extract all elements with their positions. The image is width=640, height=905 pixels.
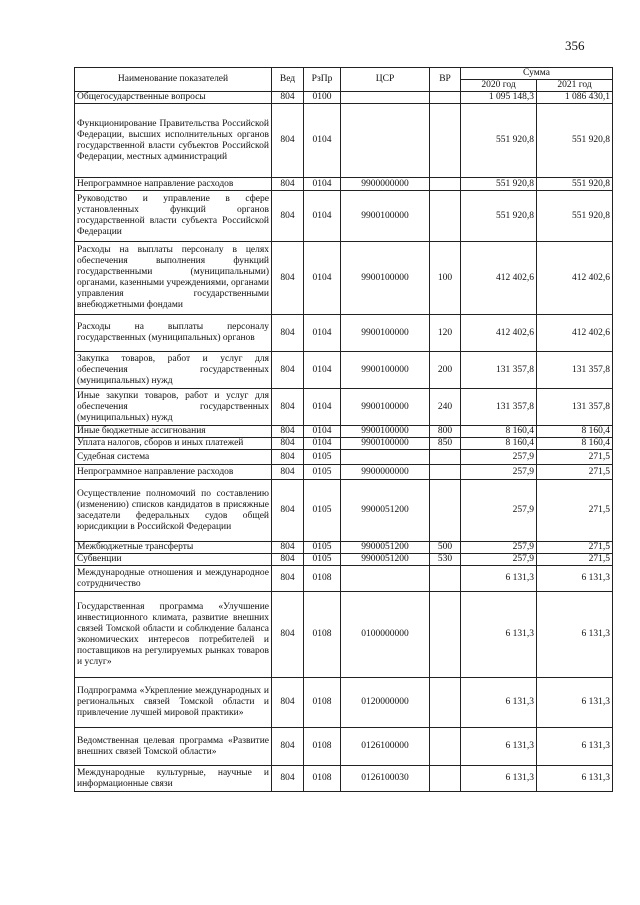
row-ved: 804 [272, 766, 304, 792]
row-2021: 6 131,3 [537, 728, 613, 766]
row-2020: 412 402,6 [461, 242, 537, 315]
table-row [75, 542, 613, 554]
table-row [75, 566, 613, 592]
row-name: Расходы на выплаты персоналу в целях обеспечения выполнения функций государственными (муниципальными) органами, казенными учреждениями, органами управления государственными внебюджетными фондами [75, 242, 272, 315]
row-name: Государственная программа «Улучшение инвестиционного климата, развитие внешних связей Томской области и соблюдение баланса экономических интересов потребителей и поставщиков на регулируемых рынках товаров и услуг» [75, 592, 272, 678]
table-row [75, 426, 613, 438]
row-2021: 8 160,4 [537, 426, 613, 438]
table-row [75, 480, 613, 542]
row-rzpr: 0105 [304, 542, 341, 554]
row-name: Иные закупки товаров, работ и услуг для обеспечения государственных (муниципальных) нужд [75, 389, 272, 426]
row-ved: 804 [272, 728, 304, 766]
row-csr: 9900100000 [341, 242, 430, 315]
table-row [75, 465, 613, 480]
row-name: Международные культурные, научные и информационные связи [75, 766, 272, 792]
row-name: Судебная система [75, 450, 272, 465]
table-row [75, 242, 613, 315]
row-2020: 6 131,3 [461, 766, 537, 792]
row-2020: 6 131,3 [461, 678, 537, 728]
row-2020: 257,9 [461, 542, 537, 554]
row-name: Непрограммное направление расходов [75, 465, 272, 480]
row-ved: 804 [272, 465, 304, 480]
row-rzpr: 0104 [304, 438, 341, 450]
row-vr: 200 [430, 352, 461, 389]
row-csr: 9900051200 [341, 554, 430, 566]
row-vr [430, 450, 461, 465]
row-2021: 6 131,3 [537, 678, 613, 728]
header-ved: Вед [272, 68, 304, 92]
row-2020: 8 160,4 [461, 438, 537, 450]
row-vr [430, 191, 461, 242]
row-2021: 412 402,6 [537, 242, 613, 315]
row-ved: 804 [272, 104, 304, 178]
row-rzpr: 0108 [304, 728, 341, 766]
row-csr [341, 450, 430, 465]
row-vr [430, 465, 461, 480]
row-ved: 804 [272, 542, 304, 554]
row-2021: 131 357,8 [537, 389, 613, 426]
row-rzpr: 0108 [304, 592, 341, 678]
header-name: Наименование показателей [75, 68, 272, 92]
row-vr [430, 592, 461, 678]
row-ved: 804 [272, 592, 304, 678]
row-2021: 6 131,3 [537, 592, 613, 678]
table-row [75, 438, 613, 450]
row-rzpr: 0104 [304, 352, 341, 389]
table-row [75, 352, 613, 389]
row-csr: 0120000000 [341, 678, 430, 728]
row-rzpr: 0100 [304, 92, 341, 104]
row-2020: 6 131,3 [461, 566, 537, 592]
row-2021: 8 160,4 [537, 438, 613, 450]
row-2021: 551 920,8 [537, 191, 613, 242]
row-ved: 804 [272, 566, 304, 592]
table-row [75, 389, 613, 426]
table-row [75, 178, 613, 191]
table-row [75, 766, 613, 792]
row-rzpr: 0104 [304, 104, 341, 178]
row-csr: 9900100000 [341, 426, 430, 438]
row-rzpr: 0104 [304, 315, 341, 352]
row-2020: 257,9 [461, 450, 537, 465]
row-csr: 9900100000 [341, 191, 430, 242]
header-sum: Сумма [461, 68, 613, 80]
row-csr: 0100000000 [341, 592, 430, 678]
row-vr [430, 728, 461, 766]
row-ved: 804 [272, 178, 304, 191]
table-row [75, 92, 613, 104]
table-row [75, 450, 613, 465]
row-2020: 6 131,3 [461, 728, 537, 766]
row-2020: 551 920,8 [461, 178, 537, 191]
row-name: Субвенции [75, 554, 272, 566]
row-rzpr: 0108 [304, 766, 341, 792]
header-rzpr: РзПр [304, 68, 341, 92]
row-name: Подпрограмма «Укрепление международных и региональных связей Томской области и привлечение лучшей мировой практики» [75, 678, 272, 728]
table-row [75, 315, 613, 352]
row-vr: 800 [430, 426, 461, 438]
row-2020: 412 402,6 [461, 315, 537, 352]
table-row [75, 728, 613, 766]
table-row [75, 678, 613, 728]
row-csr: 9900100000 [341, 438, 430, 450]
row-name: Расходы на выплаты персоналу государственных (муниципальных) органов [75, 315, 272, 352]
row-ved: 804 [272, 242, 304, 315]
row-2021: 131 357,8 [537, 352, 613, 389]
page-number: 356 [565, 38, 585, 53]
row-2020: 8 160,4 [461, 426, 537, 438]
row-csr [341, 104, 430, 178]
row-vr: 120 [430, 315, 461, 352]
row-ved: 804 [272, 438, 304, 450]
row-2021: 551 920,8 [537, 104, 613, 178]
row-rzpr: 0108 [304, 566, 341, 592]
row-2021: 6 131,3 [537, 766, 613, 792]
row-2020: 551 920,8 [461, 104, 537, 178]
row-name: Функционирование Правительства Российской Федерации, высших исполнительных органов государственной власти субъектов Российской Федерации, местных администраций [75, 104, 272, 178]
row-name: Международные отношения и международное сотрудничество [75, 566, 272, 592]
row-2021: 412 402,6 [537, 315, 613, 352]
row-2021: 271,5 [537, 554, 613, 566]
row-2020: 131 357,8 [461, 389, 537, 426]
row-vr: 240 [430, 389, 461, 426]
row-name: Руководство и управление в сфере установленных функций органов государственной власти субъекта Российской Федерации [75, 191, 272, 242]
row-name: Ведомственная целевая программа «Развитие внешних связей Томской области» [75, 728, 272, 766]
row-csr: 9900000000 [341, 178, 430, 191]
row-2020: 257,9 [461, 465, 537, 480]
header-csr: ЦСР [341, 68, 430, 92]
row-name: Непрограммное направление расходов [75, 178, 272, 191]
row-name: Общегосударственные вопросы [75, 92, 272, 104]
row-name: Уплата налогов, сборов и иных платежей [75, 438, 272, 450]
row-2020: 131 357,8 [461, 352, 537, 389]
row-rzpr: 0105 [304, 480, 341, 542]
row-ved: 804 [272, 678, 304, 728]
row-rzpr: 0105 [304, 450, 341, 465]
row-name: Закупка товаров, работ и услуг для обеспечения государственных (муниципальных) нужд [75, 352, 272, 389]
row-ved: 804 [272, 450, 304, 465]
row-csr: 9900100000 [341, 352, 430, 389]
row-ved: 804 [272, 554, 304, 566]
row-2021: 6 131,3 [537, 566, 613, 592]
row-rzpr: 0104 [304, 426, 341, 438]
row-2021: 271,5 [537, 465, 613, 480]
row-csr: 9900100000 [341, 389, 430, 426]
row-vr [430, 480, 461, 542]
row-csr: 9900051200 [341, 480, 430, 542]
row-vr [430, 566, 461, 592]
table-row [75, 104, 613, 178]
row-vr [430, 678, 461, 728]
row-2020: 257,9 [461, 554, 537, 566]
row-rzpr: 0108 [304, 678, 341, 728]
row-name: Иные бюджетные ассигнования [75, 426, 272, 438]
row-vr: 850 [430, 438, 461, 450]
row-2020: 257,9 [461, 480, 537, 542]
row-vr [430, 104, 461, 178]
row-rzpr: 0104 [304, 191, 341, 242]
table-row [75, 191, 613, 242]
header-2021: 2021 год [537, 80, 613, 92]
row-rzpr: 0105 [304, 465, 341, 480]
row-2021: 271,5 [537, 542, 613, 554]
row-csr: 9900000000 [341, 465, 430, 480]
row-name: Межбюджетные трансферты [75, 542, 272, 554]
row-2021: 271,5 [537, 480, 613, 542]
row-ved: 804 [272, 426, 304, 438]
row-vr [430, 766, 461, 792]
row-2021: 271,5 [537, 450, 613, 465]
row-vr: 500 [430, 542, 461, 554]
table-row [75, 592, 613, 678]
row-vr [430, 92, 461, 104]
row-csr: 0126100000 [341, 728, 430, 766]
header-vr: ВР [430, 68, 461, 92]
row-2020: 551 920,8 [461, 191, 537, 242]
row-rzpr: 0104 [304, 389, 341, 426]
row-csr: 9900051200 [341, 542, 430, 554]
row-ved: 804 [272, 92, 304, 104]
row-csr: 0126100030 [341, 766, 430, 792]
row-ved: 804 [272, 480, 304, 542]
row-2021: 551 920,8 [537, 178, 613, 191]
row-ved: 804 [272, 191, 304, 242]
row-rzpr: 0104 [304, 178, 341, 191]
row-rzpr: 0104 [304, 242, 341, 315]
row-ved: 804 [272, 352, 304, 389]
row-csr [341, 566, 430, 592]
table-row [75, 554, 613, 566]
row-2020: 1 095 148,3 [461, 92, 537, 104]
row-2021: 1 086 430,1 [537, 92, 613, 104]
budget-table [74, 67, 613, 792]
row-2020: 6 131,3 [461, 592, 537, 678]
row-ved: 804 [272, 389, 304, 426]
row-name: Осуществление полномочий по составлению (изменению) списков кандидатов в присяжные заседатели федеральных судов общей юрисдикции в Российской Федерации [75, 480, 272, 542]
row-rzpr: 0105 [304, 554, 341, 566]
row-csr [341, 92, 430, 104]
row-ved: 804 [272, 315, 304, 352]
row-vr [430, 178, 461, 191]
row-vr: 100 [430, 242, 461, 315]
row-vr: 530 [430, 554, 461, 566]
row-csr: 9900100000 [341, 315, 430, 352]
header-2020: 2020 год [461, 80, 537, 92]
